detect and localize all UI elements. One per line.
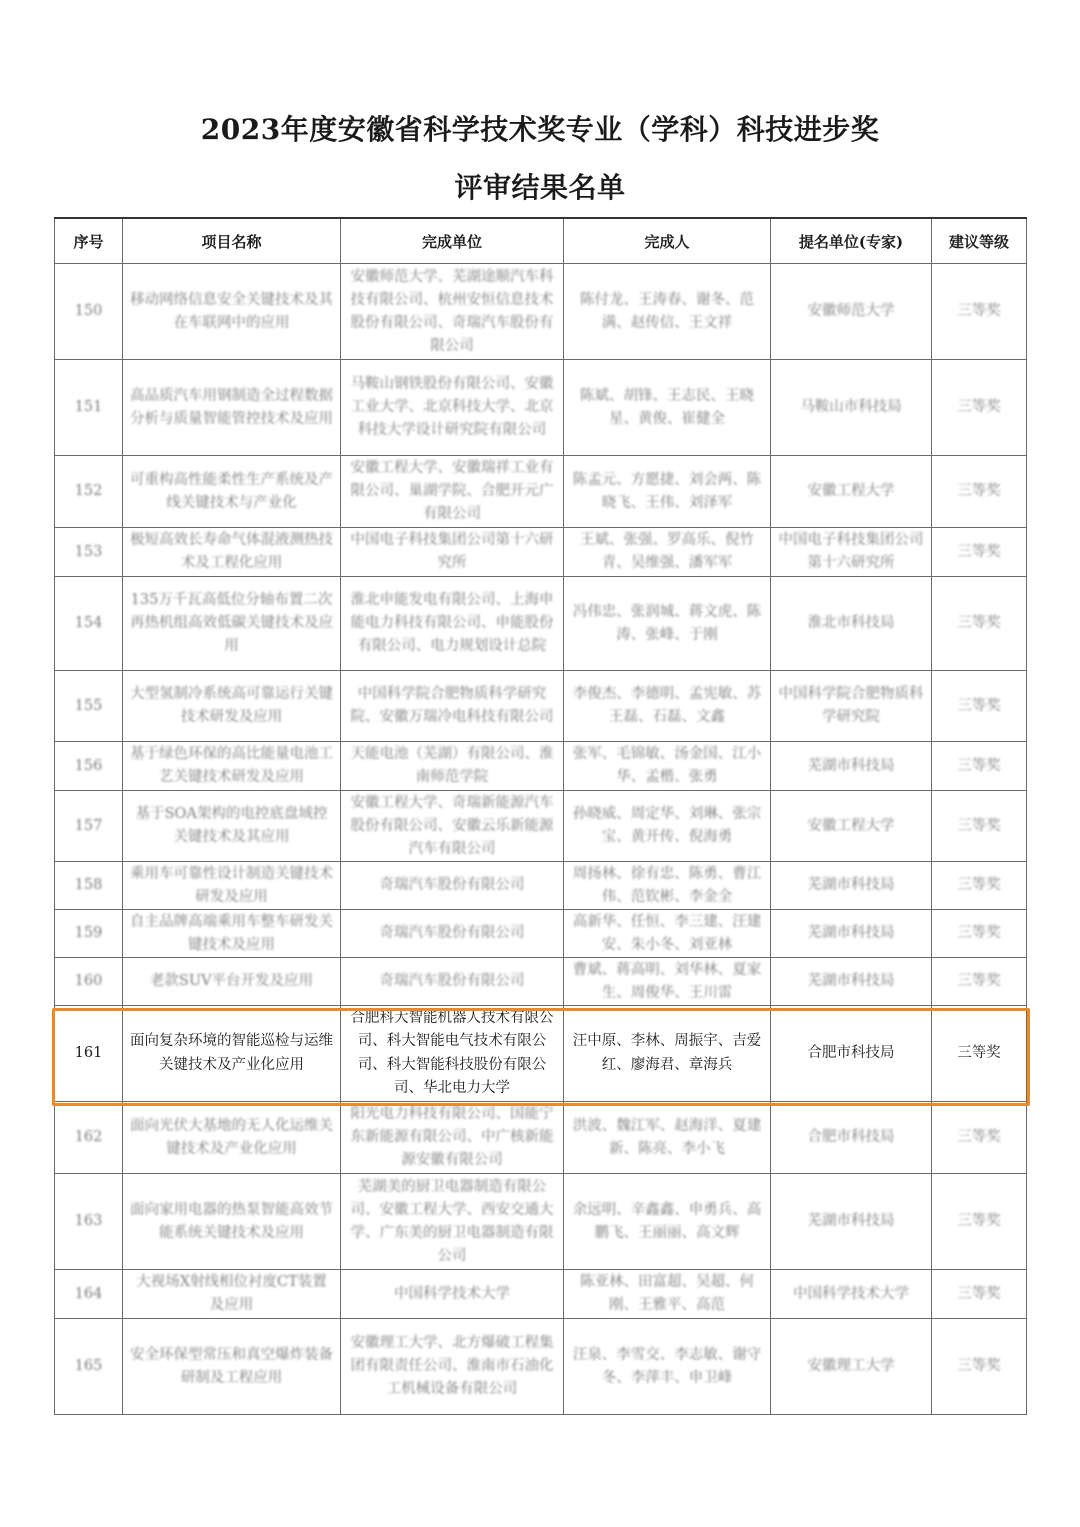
cell-level: 三等奖 <box>932 360 1027 456</box>
cell-nominator: 合肥市科技局 <box>771 1006 932 1102</box>
cell-units: 中国科学技术大学 <box>341 1270 564 1319</box>
cell-level: 三等奖 <box>932 456 1027 528</box>
cell-people: 陈孟元、方愿捷、刘会两、陈晓飞、王伟、刘泽军 <box>564 456 771 528</box>
table-row <box>55 742 1027 791</box>
cell-level: 三等奖 <box>932 742 1027 791</box>
cell-project: 可重构高性能柔性生产系统及产线关键技术与产业化 <box>123 456 341 528</box>
cell-project: 大视场X射线相位衬度CT装置及应用 <box>123 1270 341 1319</box>
cell-project: 极短高效长寿命气体混液测热技术及工程化应用 <box>123 528 341 577</box>
cell-nominator: 中国科学院合肥物质科学研究院 <box>771 671 932 742</box>
cell-no: 150 <box>55 264 123 360</box>
cell-no: 158 <box>55 862 123 910</box>
cell-people: 王斌、张强、罗高乐、倪竹青、吴维强、潘军军 <box>564 528 771 577</box>
table-row <box>55 360 1027 456</box>
header-people: 完成人 <box>564 218 771 264</box>
table-row <box>55 958 1027 1006</box>
cell-units: 安徽师范大学、芜湖途顺汽车科技有限公司、杭州安恒信息技术股份有限公司、奇瑞汽车股份有限公司 <box>341 264 564 360</box>
cell-no: 155 <box>55 671 123 742</box>
cell-project: 高品质汽车用钢制造全过程数据分析与质量智能管控技术及应用 <box>123 360 341 456</box>
cell-project: 移动网络信息安全关键技术及其在车联网中的应用 <box>123 264 341 360</box>
cell-people: 张军、毛锦敏、汤金国、江小华、孟楷、张勇 <box>564 742 771 791</box>
cell-project: 面向光伏大基地的无人化运维关键技术及产业化应用 <box>123 1102 341 1174</box>
cell-level: 三等奖 <box>932 1270 1027 1319</box>
table-row <box>55 528 1027 577</box>
cell-level: 三等奖 <box>932 910 1027 958</box>
cell-no: 164 <box>55 1270 123 1319</box>
cell-project: 基于绿色环保的高比能量电池工艺关键技术研发及应用 <box>123 742 341 791</box>
cell-no: 159 <box>55 910 123 958</box>
cell-units: 天能电池（芜湖）有限公司、淮南师范学院 <box>341 742 564 791</box>
cell-level: 三等奖 <box>932 791 1027 862</box>
cell-units: 奇瑞汽车股份有限公司 <box>341 862 564 910</box>
cell-units: 安徽理工大学、北方爆破工程集团有限责任公司、淮南市石油化工机械设备有限公司 <box>341 1319 564 1415</box>
cell-level: 三等奖 <box>932 1319 1027 1415</box>
table-row <box>55 456 1027 528</box>
title-line-2: 评审结果名单 <box>454 171 626 204</box>
table-row <box>55 1102 1027 1174</box>
results-table <box>54 217 1027 1415</box>
table-row <box>55 1270 1027 1319</box>
cell-no: 156 <box>55 742 123 791</box>
cell-level: 三等奖 <box>932 1006 1027 1102</box>
cell-no: 162 <box>55 1102 123 1174</box>
header-units: 完成单位 <box>341 218 564 264</box>
cell-no: 153 <box>55 528 123 577</box>
title-line-1: 2023年度安徽省科学技术奖专业（学科）科技进步奖 <box>200 113 880 146</box>
cell-nominator: 芜湖市科技局 <box>771 1174 932 1270</box>
cell-nominator: 安徽工程大学 <box>771 456 932 528</box>
table-row <box>55 264 1027 360</box>
table-row <box>55 1174 1027 1270</box>
table-row <box>55 671 1027 742</box>
cell-project: 乘用车可靠性设计制造关键技术研发及应用 <box>123 862 341 910</box>
cell-no: 157 <box>55 791 123 862</box>
cell-level: 三等奖 <box>932 264 1027 360</box>
cell-people: 陈亚林、田富超、吴超、何刚、王雅平、高范 <box>564 1270 771 1319</box>
cell-nominator: 淮北市科技局 <box>771 577 932 671</box>
header-nominator: 提名单位(专家) <box>771 218 932 264</box>
cell-units: 奇瑞汽车股份有限公司 <box>341 958 564 1006</box>
header-level: 建议等级 <box>932 218 1027 264</box>
table-row <box>55 862 1027 910</box>
cell-level: 三等奖 <box>932 577 1027 671</box>
table-header-row <box>55 218 1027 264</box>
cell-people: 余远明、辛鑫鑫、申勇兵、高鹏飞、王丽丽、高文辉 <box>564 1174 771 1270</box>
cell-no: 161 <box>55 1006 123 1102</box>
cell-nominator: 安徽师范大学 <box>771 264 932 360</box>
cell-nominator: 合肥市科技局 <box>771 1102 932 1174</box>
table-row <box>55 910 1027 958</box>
cell-people: 陈斌、胡锋、王志民、王晓星、黄俊、崔健全 <box>564 360 771 456</box>
cell-level: 三等奖 <box>932 1102 1027 1174</box>
cell-nominator: 中国电子科技集团公司第十六研究所 <box>771 528 932 577</box>
cell-people: 陈付龙、王涛春、谢冬、范满、赵传信、王文祥 <box>564 264 771 360</box>
cell-no: 160 <box>55 958 123 1006</box>
table-row <box>55 791 1027 862</box>
cell-nominator: 芜湖市科技局 <box>771 910 932 958</box>
cell-nominator: 马鞍山市科技局 <box>771 360 932 456</box>
cell-units: 马鞍山钢铁股份有限公司、安徽工业大学、北京科技大学、北京科技大学设计研究院有限公司 <box>341 360 564 456</box>
cell-project: 自主品牌高端乘用车整车研发关键技术及应用 <box>123 910 341 958</box>
cell-level: 三等奖 <box>932 1174 1027 1270</box>
cell-nominator: 芜湖市科技局 <box>771 958 932 1006</box>
cell-units: 中国科学院合肥物质科学研究院、安徽万瑞冷电科技有限公司 <box>341 671 564 742</box>
cell-level: 三等奖 <box>932 528 1027 577</box>
header-no: 序号 <box>55 218 123 264</box>
cell-units: 合肥科大智能机器人技术有限公司、科大智能电气技术有限公司、科大智能科技股份有限公司、华北电力大学 <box>341 1006 564 1102</box>
cell-people: 冯伟忠、张润城、蒋文虎、陈涛、张峰、于刚 <box>564 577 771 671</box>
cell-project: 面向复杂环境的智能巡检与运维关键技术及产业化应用 <box>123 1006 341 1102</box>
cell-units: 中国电子科技集团公司第十六研究所 <box>341 528 564 577</box>
cell-nominator: 中国科学技术大学 <box>771 1270 932 1319</box>
cell-units: 芜湖美的厨卫电器制造有限公司、安徽工程大学、西安交通大学、广东美的厨卫电器制造有限公司 <box>341 1174 564 1270</box>
table-row <box>55 1319 1027 1415</box>
cell-no: 152 <box>55 456 123 528</box>
cell-no: 154 <box>55 577 123 671</box>
cell-level: 三等奖 <box>932 862 1027 910</box>
cell-level: 三等奖 <box>932 958 1027 1006</box>
cell-people: 曹斌、蒋高明、刘华林、夏家生、周俊华、王川雷 <box>564 958 771 1006</box>
cell-no: 165 <box>55 1319 123 1415</box>
cell-level: 三等奖 <box>932 671 1027 742</box>
cell-units: 安徽工程大学、奇瑞新能源汽车股份有限公司、安徽云乐新能源汽车有限公司 <box>341 791 564 862</box>
cell-nominator: 安徽理工大学 <box>771 1319 932 1415</box>
cell-nominator: 安徽工程大学 <box>771 791 932 862</box>
cell-nominator: 芜湖市科技局 <box>771 742 932 791</box>
header-project: 项目名称 <box>123 218 341 264</box>
cell-people: 汪泉、李雪交、李志敏、谢守冬、李萍丰、申卫峰 <box>564 1319 771 1415</box>
cell-units: 淮北申能发电有限公司、上海申能电力科技有限公司、申能股份有限公司、电力规划设计总院 <box>341 577 564 671</box>
cell-project: 大型氢制冷系统高可靠运行关键技术研发及应用 <box>123 671 341 742</box>
cell-people: 孙晓威、周定华、刘琳、张宗宝、黄开传、倪海勇 <box>564 791 771 862</box>
cell-no: 151 <box>55 360 123 456</box>
document-title <box>0 112 1080 206</box>
cell-nominator: 芜湖市科技局 <box>771 862 932 910</box>
cell-no: 163 <box>55 1174 123 1270</box>
table-row <box>55 577 1027 671</box>
highlighted-row <box>55 1006 1027 1102</box>
cell-project: 面向家用电器的热泵智能高效节能系统关键技术及应用 <box>123 1174 341 1270</box>
cell-project: 基于SOA架构的电控底盘域控关键技术及其应用 <box>123 791 341 862</box>
cell-people: 李俊杰、李德明、孟宪敏、苏王磊、石磊、文鑫 <box>564 671 771 742</box>
cell-project: 135万千瓦高低位分轴布置二次再热机组高效低碳关键技术及应用 <box>123 577 341 671</box>
cell-project: 老款SUV平台开发及应用 <box>123 958 341 1006</box>
cell-units: 阳光电力科技有限公司、国能宁东新能源有限公司、中广核新能源安徽有限公司 <box>341 1102 564 1174</box>
cell-project: 安全环保型常压和真空爆炸装备研制及工程应用 <box>123 1319 341 1415</box>
cell-people: 周扬林、徐有忠、陈勇、曹江伟、范钦彬、李金全 <box>564 862 771 910</box>
cell-units: 安徽工程大学、安徽瑞祥工业有限公司、巢湖学院、合肥开元广有限公司 <box>341 456 564 528</box>
cell-people: 汪中原、李林、周振宇、吉爱红、廖海君、章海兵 <box>564 1006 771 1102</box>
cell-people: 高新华、任恒、李三建、汪建安、朱小冬、刘亚林 <box>564 910 771 958</box>
cell-people: 洪波、魏江军、赵海洋、夏建新、陈亮、李小飞 <box>564 1102 771 1174</box>
cell-units: 奇瑞汽车股份有限公司 <box>341 910 564 958</box>
